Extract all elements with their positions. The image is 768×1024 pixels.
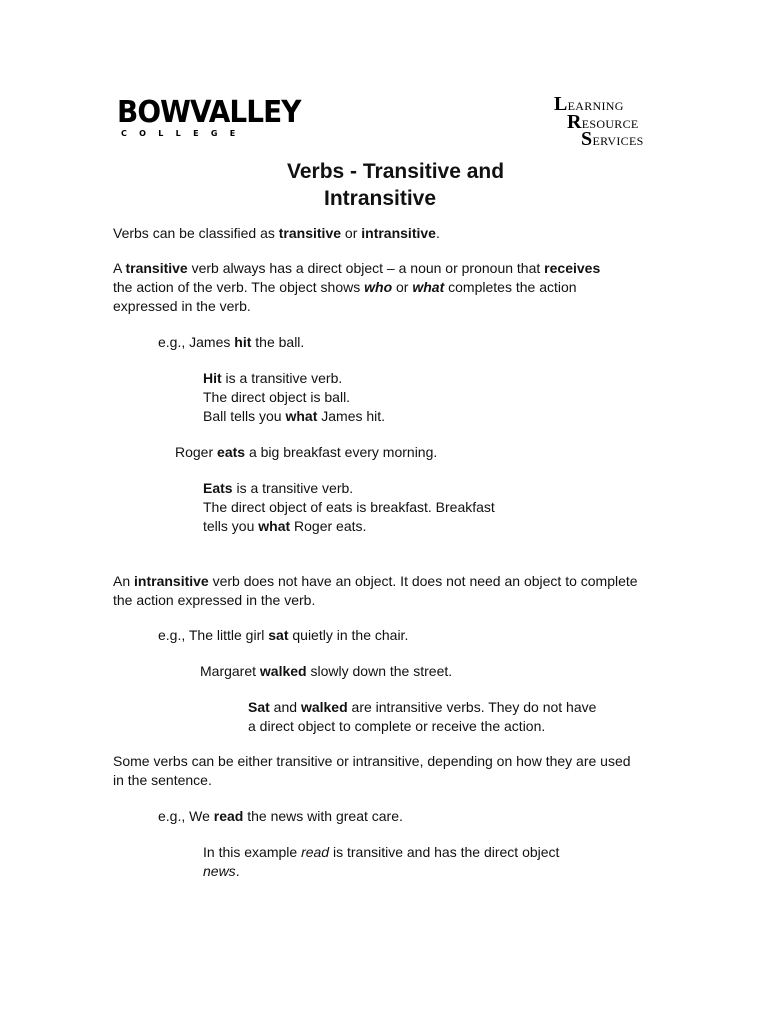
text-run: Roger	[175, 444, 218, 460]
term-transitive: transitive	[125, 260, 188, 276]
text-run: .	[235, 863, 240, 879]
title-line-2: Intransitive	[324, 187, 437, 210]
verb-hit: Hit	[203, 370, 222, 386]
logo-line-resource	[567, 111, 639, 133]
text-run: e.g., We	[158, 808, 214, 824]
text-run: Ball tells you	[203, 408, 286, 424]
verb-eats: eats	[217, 444, 246, 460]
verb-sat: Sat	[248, 699, 270, 715]
logo-rest-services: ERVICES	[592, 134, 644, 148]
logo-rest-resource: ESOURCE	[581, 117, 639, 131]
term-what: what	[412, 279, 445, 295]
explain-read-line-1	[203, 843, 559, 862]
text-run: e.g., The little girl	[158, 627, 269, 643]
text-run: verb does not have an object. It does not need an object to complete	[208, 573, 638, 589]
text-run: is a transitive verb.	[232, 480, 354, 496]
text-run: James hit.	[317, 408, 386, 424]
verb-walked: walked	[259, 663, 307, 679]
intro-paragraph	[113, 224, 440, 243]
explain-eats-line-1	[203, 479, 353, 498]
text-run: tells you	[203, 518, 259, 534]
explain-read-line-2	[203, 862, 240, 881]
text-run: quietly in the chair.	[288, 627, 409, 643]
both-definition-line-1: Some verbs can be either transitive or intransitive, depending on how they are used	[113, 753, 631, 769]
explain-eats-line-2: The direct object of eats is breakfast. Breakfast	[203, 499, 495, 515]
logo-cap-r: R	[567, 111, 582, 133]
text-run: completes the action	[444, 279, 577, 295]
text-run: Verbs can be classified as	[113, 225, 279, 241]
term-what: what	[258, 518, 291, 534]
text-run: slowly down the street.	[306, 663, 453, 679]
term-who: who	[364, 279, 393, 295]
verb-walked: walked	[300, 699, 348, 715]
example-margaret	[200, 662, 452, 681]
explain-eats-line-3	[203, 517, 366, 536]
text-run: is transitive and has the direct object	[329, 844, 560, 860]
term-news: news	[203, 863, 236, 879]
text-run: a big breakfast every morning.	[245, 444, 438, 460]
intransitive-definition-line-1	[113, 572, 638, 591]
text-run: A	[113, 260, 126, 276]
transitive-definition-line-2	[113, 278, 577, 297]
example-roger	[175, 443, 437, 462]
text-run: or	[341, 225, 362, 241]
example-read-news	[158, 807, 403, 826]
text-run: Roger eats.	[290, 518, 367, 534]
explain-hit-line-2: The direct object is ball.	[203, 389, 351, 405]
bow-valley-college-logo	[117, 95, 301, 144]
verb-read: read	[301, 844, 330, 860]
learning-resource-services-logo	[554, 93, 664, 156]
verb-hit: hit	[234, 334, 252, 350]
logo-subtitle: COLLEGE	[121, 129, 248, 138]
text-run: or	[392, 279, 413, 295]
text-run: An	[113, 573, 135, 589]
term-intransitive: intransitive	[361, 225, 436, 241]
term-what: what	[285, 408, 318, 424]
both-definition-line-2: in the sentence.	[113, 772, 212, 788]
logo-cap-s: S	[581, 128, 593, 150]
example-james	[158, 333, 304, 352]
text-run: is a transitive verb.	[221, 370, 343, 386]
title-line-1: Verbs - Transitive and	[287, 160, 505, 183]
explain-sat-walked-line-2: a direct object to complete or receive the action.	[248, 718, 546, 734]
transitive-definition-line-3: expressed in the verb.	[113, 298, 251, 314]
intransitive-definition-line-2: the action expressed in the verb.	[113, 592, 316, 608]
text-run: the news with great care.	[243, 808, 403, 824]
logo-name: BOWVALLEY	[117, 95, 301, 130]
text-run: the action of the verb. The object shows	[113, 279, 365, 295]
explain-hit-line-1	[203, 369, 342, 388]
explain-sat-walked-line-1	[248, 698, 596, 717]
text-run: .	[435, 225, 440, 241]
logo-line-learning	[554, 93, 624, 115]
term-transitive: transitive	[278, 225, 342, 241]
logo-line-services	[581, 128, 644, 150]
text-run: In this example	[203, 844, 302, 860]
logo-cap-l: L	[554, 93, 568, 115]
verb-sat: sat	[268, 627, 289, 643]
example-little-girl	[158, 626, 408, 645]
text-run: e.g., James	[158, 334, 235, 350]
text-run: are intransitive verbs. They do not have	[347, 699, 597, 715]
term-receives: receives	[544, 260, 601, 276]
term-intransitive: intransitive	[134, 573, 209, 589]
transitive-definition-line-1	[113, 259, 600, 278]
text-run: and	[269, 699, 301, 715]
logo-rest-learning: EARNING	[567, 99, 624, 113]
page-title	[287, 158, 547, 212]
text-run: the ball.	[251, 334, 305, 350]
text-run: Margaret	[200, 663, 260, 679]
verb-read: read	[213, 808, 244, 824]
explain-hit-line-3	[203, 407, 385, 426]
verb-eats: Eats	[203, 480, 233, 496]
text-run: verb always has a direct object – a noun or pronoun that	[187, 260, 545, 276]
